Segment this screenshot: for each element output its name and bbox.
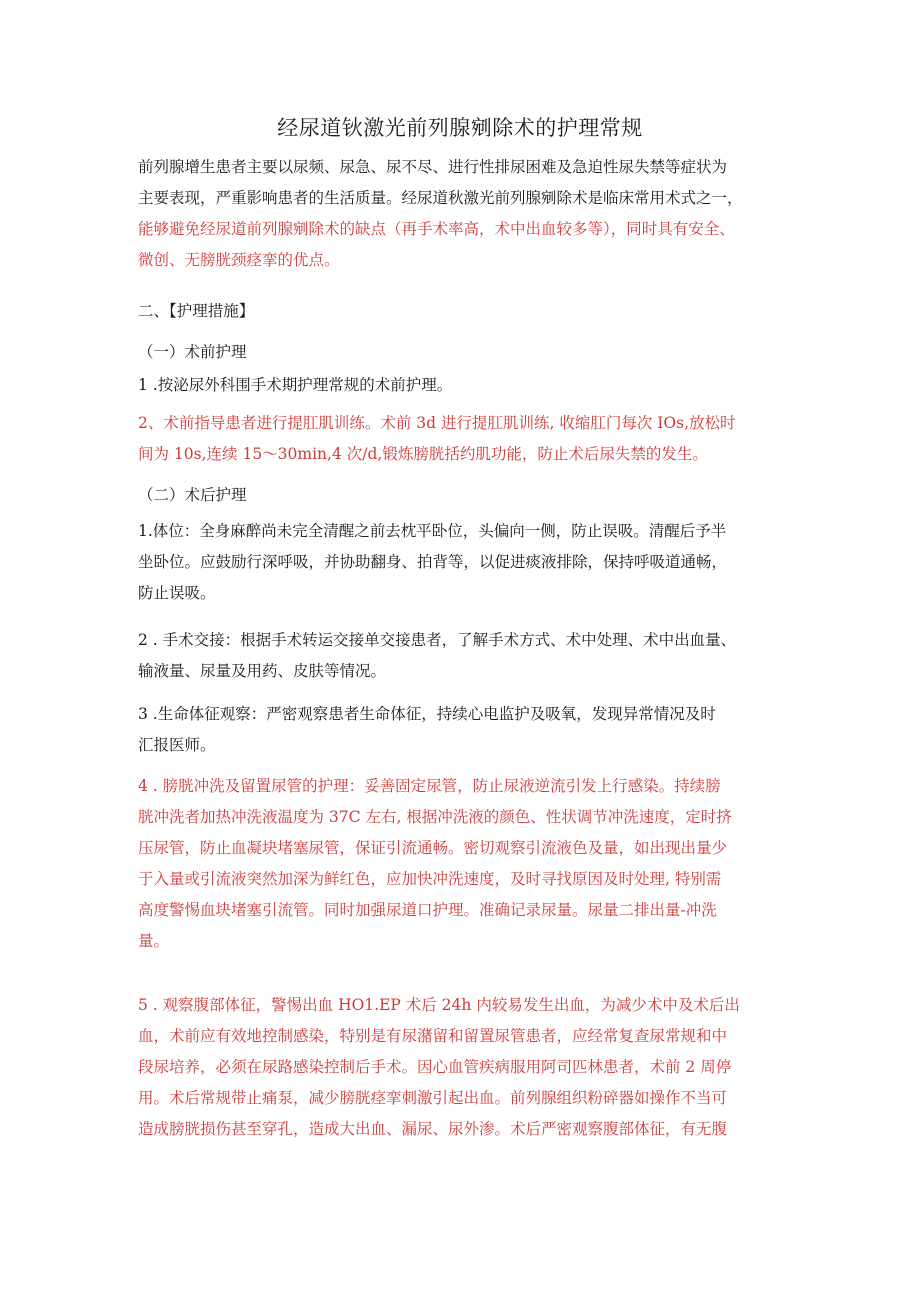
post-op-item-5-line-5: 造成膀胱损伤甚至穿孔，造成大出血、漏尿、尿外渗。术后严密观察腹部体征，有无腹 (138, 1120, 728, 1138)
post-op-item-3-line-1: 3 .生命体征观察：严密观察患者生命体征，持续心电监护及吸氧，发现异常情况及时 (138, 705, 716, 723)
intro-line-1: 前列腺增生患者主要以尿频、尿急、尿不尽、进行性排尿困难及急迫性尿失禁等症状为 (138, 158, 728, 176)
post-op-item-4-line-1: 4 . 膀胱冲洗及留置尿管的护理：妥善固定尿管，防止尿液逆流引发上行感染。持续膀 (138, 777, 721, 795)
post-op-item-4-line-6: 量。 (138, 932, 170, 950)
post-op-item-1-line-1: 1.体位：全身麻醉尚未完全清醒之前去枕平卧位，头偏向一侧，防止误吸。清醒后予半 (138, 522, 727, 540)
section-heading-measures (138, 296, 788, 327)
post-op-item-2-line-1: 2 . 手术交接：根据手术转运交接单交接患者，了解手术方式、术中处理、术中出血量、 (138, 631, 737, 649)
post-op-item-5-line-1: 5 . 观察腹部体征，警惕出血 HO1.EP 术后 24h 内较易发生出血，为减少术中及术后出 (138, 996, 740, 1014)
post-op-item-1 (138, 516, 788, 609)
post-op-item-4-line-3: 压尿管，防止血凝块堵塞尿管，保证引流通畅。密切观察引流液色及量，如出现出量少 (138, 839, 728, 857)
post-op-item-1-line-2: 坐卧位。应鼓励行深呼吸，并协助翻身、拍背等，以促进痰液排除，保持呼吸道通畅， (138, 553, 728, 571)
post-op-section (138, 480, 788, 511)
pre-op-item-2-line-1 (138, 408, 788, 439)
post-op-item-5-line-3: 段尿培养，必须在尿路感染控制后手术。因心血管疾病服用阿司匹林患者，术前 2 周停 (138, 1058, 732, 1076)
pre-op-item-2-text-1: 2、术前指导患者进行提肛肌训练。术前 3d 进行提肛肌训练, 收缩肛门每次 IOs,放松时 (138, 414, 736, 432)
post-op-item-5-line-2: 血，术前应有效地控制感染，特别是有尿潴留和留置尿管患者，应经常复查尿常规和中 (138, 1027, 728, 1045)
post-op-item-3-line-2: 汇报医师。 (138, 736, 216, 754)
page-title: 经尿道钬激光前列腺剜除术的护理常规 (277, 116, 643, 140)
post-op-item-4-line-2: 胱冲洗者加热冲洗液温度为 37C 左右, 根据冲洗液的颜色、性状调节冲洗速度，定时挤 (138, 808, 732, 826)
pre-op-item-2-line-2: 间为 10s,连续 15～30min,4 次/d,锻炼膀胱括约肌功能，防止术后尿失禁的发生。 (138, 445, 708, 463)
post-op-item-2 (138, 625, 788, 687)
post-op-item-3 (138, 699, 788, 761)
section-2-heading: 二、【护理措施】 (138, 302, 255, 320)
intro-line-3: 能够避免经尿道前列腺剜除术的缺点（再手术率高，术中出血较多等），同时具有安全、 (138, 220, 735, 238)
pre-op-section (138, 337, 788, 368)
post-op-item-5 (138, 990, 788, 1145)
pre-op-item-2 (138, 408, 788, 470)
post-op-item-4 (138, 771, 788, 957)
intro-line-4: 微创、无膀胱颈痉挛的优点。 (138, 251, 340, 269)
post-op-item-2-line-2: 输液量、尿量及用药、皮肤等情况。 (138, 662, 387, 680)
post-op-item-1-line-3: 防止误吸。 (138, 584, 216, 602)
intro-paragraph (138, 152, 788, 276)
pre-op-heading: （一）术前护理 (138, 343, 247, 361)
post-op-item-4-line-5: 高度警惕血块堵塞引流管。同时加强尿道口护理。准确记录尿量。尿量二排出量-冲洗 (138, 901, 717, 919)
post-op-item-4-line-4: 于入量或引流液突然加深为鲜红色，应加快冲洗速度，及时寻找原因及时处理, 特别需 (138, 870, 722, 888)
pre-op-item-1 (138, 370, 788, 401)
pre-op-item-1-line: 1 .按泌尿外科围手术期护理常规的术前护理。 (138, 376, 453, 394)
intro-line-2: 主要表现，严重影响患者的生活质量。经尿道秋激光前列腺剜除术是临床常用术式之一， (138, 189, 743, 207)
post-op-item-5-line-4: 用。术后常规带止痛泵，减少膀胱痉挛刺激引起出血。前列腺组织粉碎器如操作不当可 (138, 1089, 728, 1107)
post-op-heading: （二）术后护理 (138, 486, 247, 504)
